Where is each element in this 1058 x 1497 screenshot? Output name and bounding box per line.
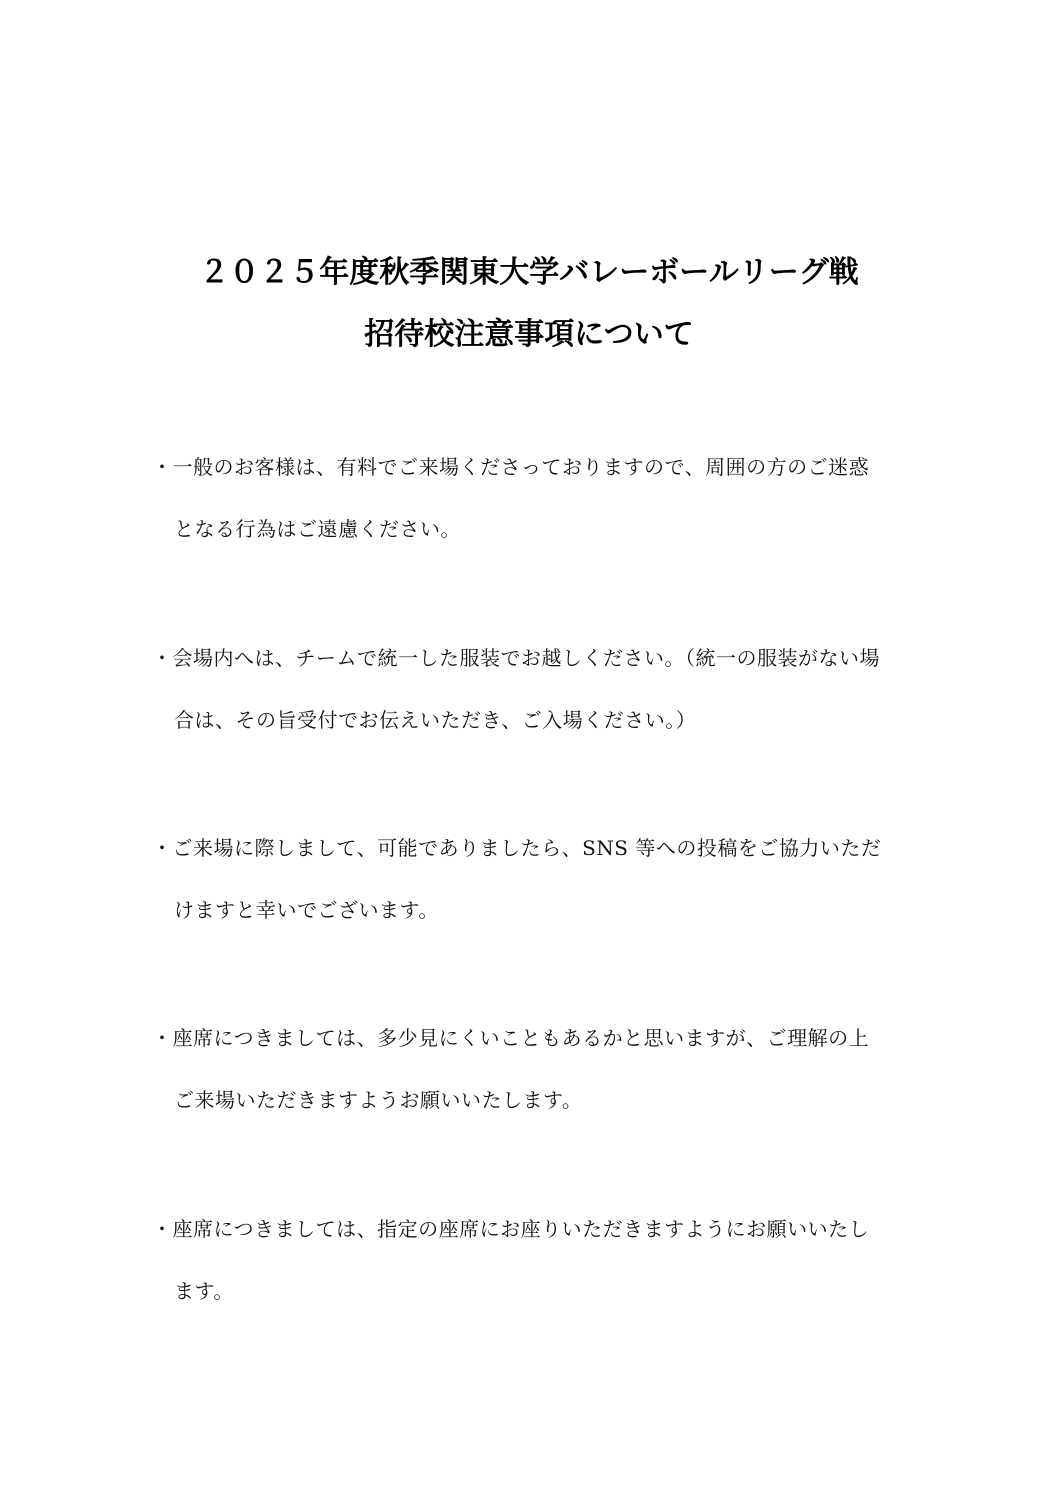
notice-text-continued: 合は、その旨受付でお伝えいただき、ご入場ください。） — [174, 708, 697, 732]
notice-item — [152, 1215, 912, 1305]
notice-item — [152, 453, 912, 543]
notice-text-continued: ます。 — [174, 1279, 234, 1303]
notice-text: ・座席につきましては、多少見にくいこともあるかと思いますが、ご理解の上 — [152, 1026, 870, 1050]
notice-text: ・会場内へは、チームで統一した服装でお越しください。（統一の服装がない場 — [152, 646, 880, 670]
notice-item — [152, 644, 912, 734]
notice-item — [152, 834, 912, 924]
notice-text: ・ご来場に際しまして、可能でありましたら、SNS 等への投稿をご協力いただ — [152, 836, 882, 860]
document-subtitle: 招待校注意事項について — [364, 317, 694, 352]
notice-text-continued: ご来場いただきますようお願いいたします。 — [174, 1088, 583, 1112]
notice-text: ・一般のお客様は、有料でご来場くださっておりますので、周囲の方のご迷惑 — [152, 455, 870, 479]
notice-text-continued: けますと幸いでございます。 — [174, 898, 439, 922]
document-title: ２０２５年度秋季関東大学バレーボールリーグ戦 — [199, 255, 859, 290]
notice-text: ・座席につきましては、指定の座席にお座りいただきますようにお願いいたし — [152, 1217, 870, 1241]
notice-text-continued: となる行為はご遠慮ください。 — [174, 517, 461, 541]
notice-item — [152, 1024, 912, 1114]
